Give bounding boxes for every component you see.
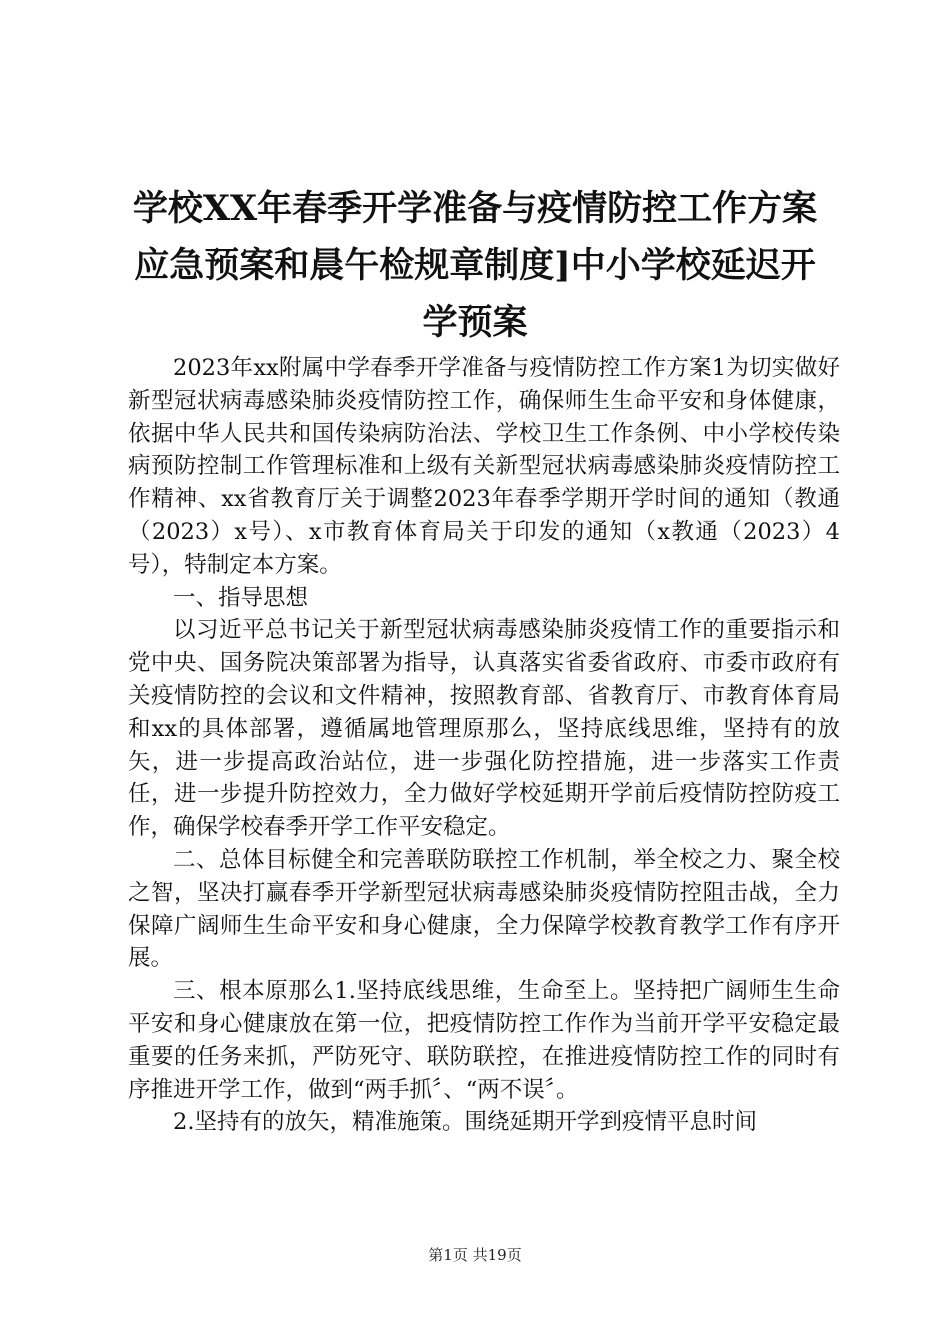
title-line-3: 学预案: [422, 302, 528, 343]
document-body: [128, 352, 840, 1139]
paragraph-principle-2: 2.坚持有的放矢，精准施策。围绕延期开学到疫情平息时间: [173, 1109, 757, 1136]
title-line-1: 学校XX年春季开学准备与疫情防控工作方案: [132, 188, 818, 229]
paragraph-intro: 2023年xx附属中学春季开学准备与疫情防控工作方案1为切实做好新型冠状病毒感染肺炎疫情防控工作，确保师生生命平安和身体健康，依据中华人民共和国传染病防治法、学校卫生工作条例、中小学校传染病预防控制工作管理标准和上级有关新型冠状病毒感染肺炎疫情防控工作精神、xx省教育厅关于调整2023年春季学期开学时间的通知（教通（2023）x号）、x市教育体育局关于印发的通知（x教通（2023）4号），特制定本方案。: [128, 355, 840, 578]
paragraph-guiding-ideology: 以习近平总书记关于新型冠状病毒感染肺炎疫情工作的重要指示和党中央、国务院决策部署为指导，认真落实省委省政府、市委市政府有关疫情防控的会议和文件精神，按照教育部、省教育厅、市教育体育局和xx的具体部署，遵循属地管理原那么，坚持底线思维，坚持有的放矢，进一步提高政治站位，进一步强化防控措施，进一步落实工作责任，进一步提升防控效力，全力做好学校延期开学前后疫情防控防疫工作，确保学校春季开学工作平安稳定。: [128, 617, 840, 841]
heading-guiding-ideology: 一、指导思想: [173, 584, 309, 611]
paragraph-basic-principles: 三、根本原那么1.坚持底线思维，生命至上。坚持把广阔师生生命平安和身心健康放在第一位，把疫情防控工作作为当前开学平安稳定最重要的任务来抓，严防死守、联防联控，在推进疫情防控工作的同时有序推进开学工作，做到“两手抓〞、“两不误〞。: [128, 978, 840, 1103]
document-title: [120, 180, 830, 351]
page-footer: 第1页 共19页: [428, 1246, 522, 1264]
paragraph-overall-goal: 二、总体目标健全和完善联防联控工作机制，举全校之力、聚全校之智，坚决打赢春季开学新型冠状病毒感染肺炎疫情防控阻击战，全力保障广阔师生生命平安和身心健康，全力保障学校教育教学工作有序开展。: [128, 846, 840, 972]
title-line-2: 应急预案和晨午检规章制度]中小学校延迟开: [134, 245, 816, 286]
